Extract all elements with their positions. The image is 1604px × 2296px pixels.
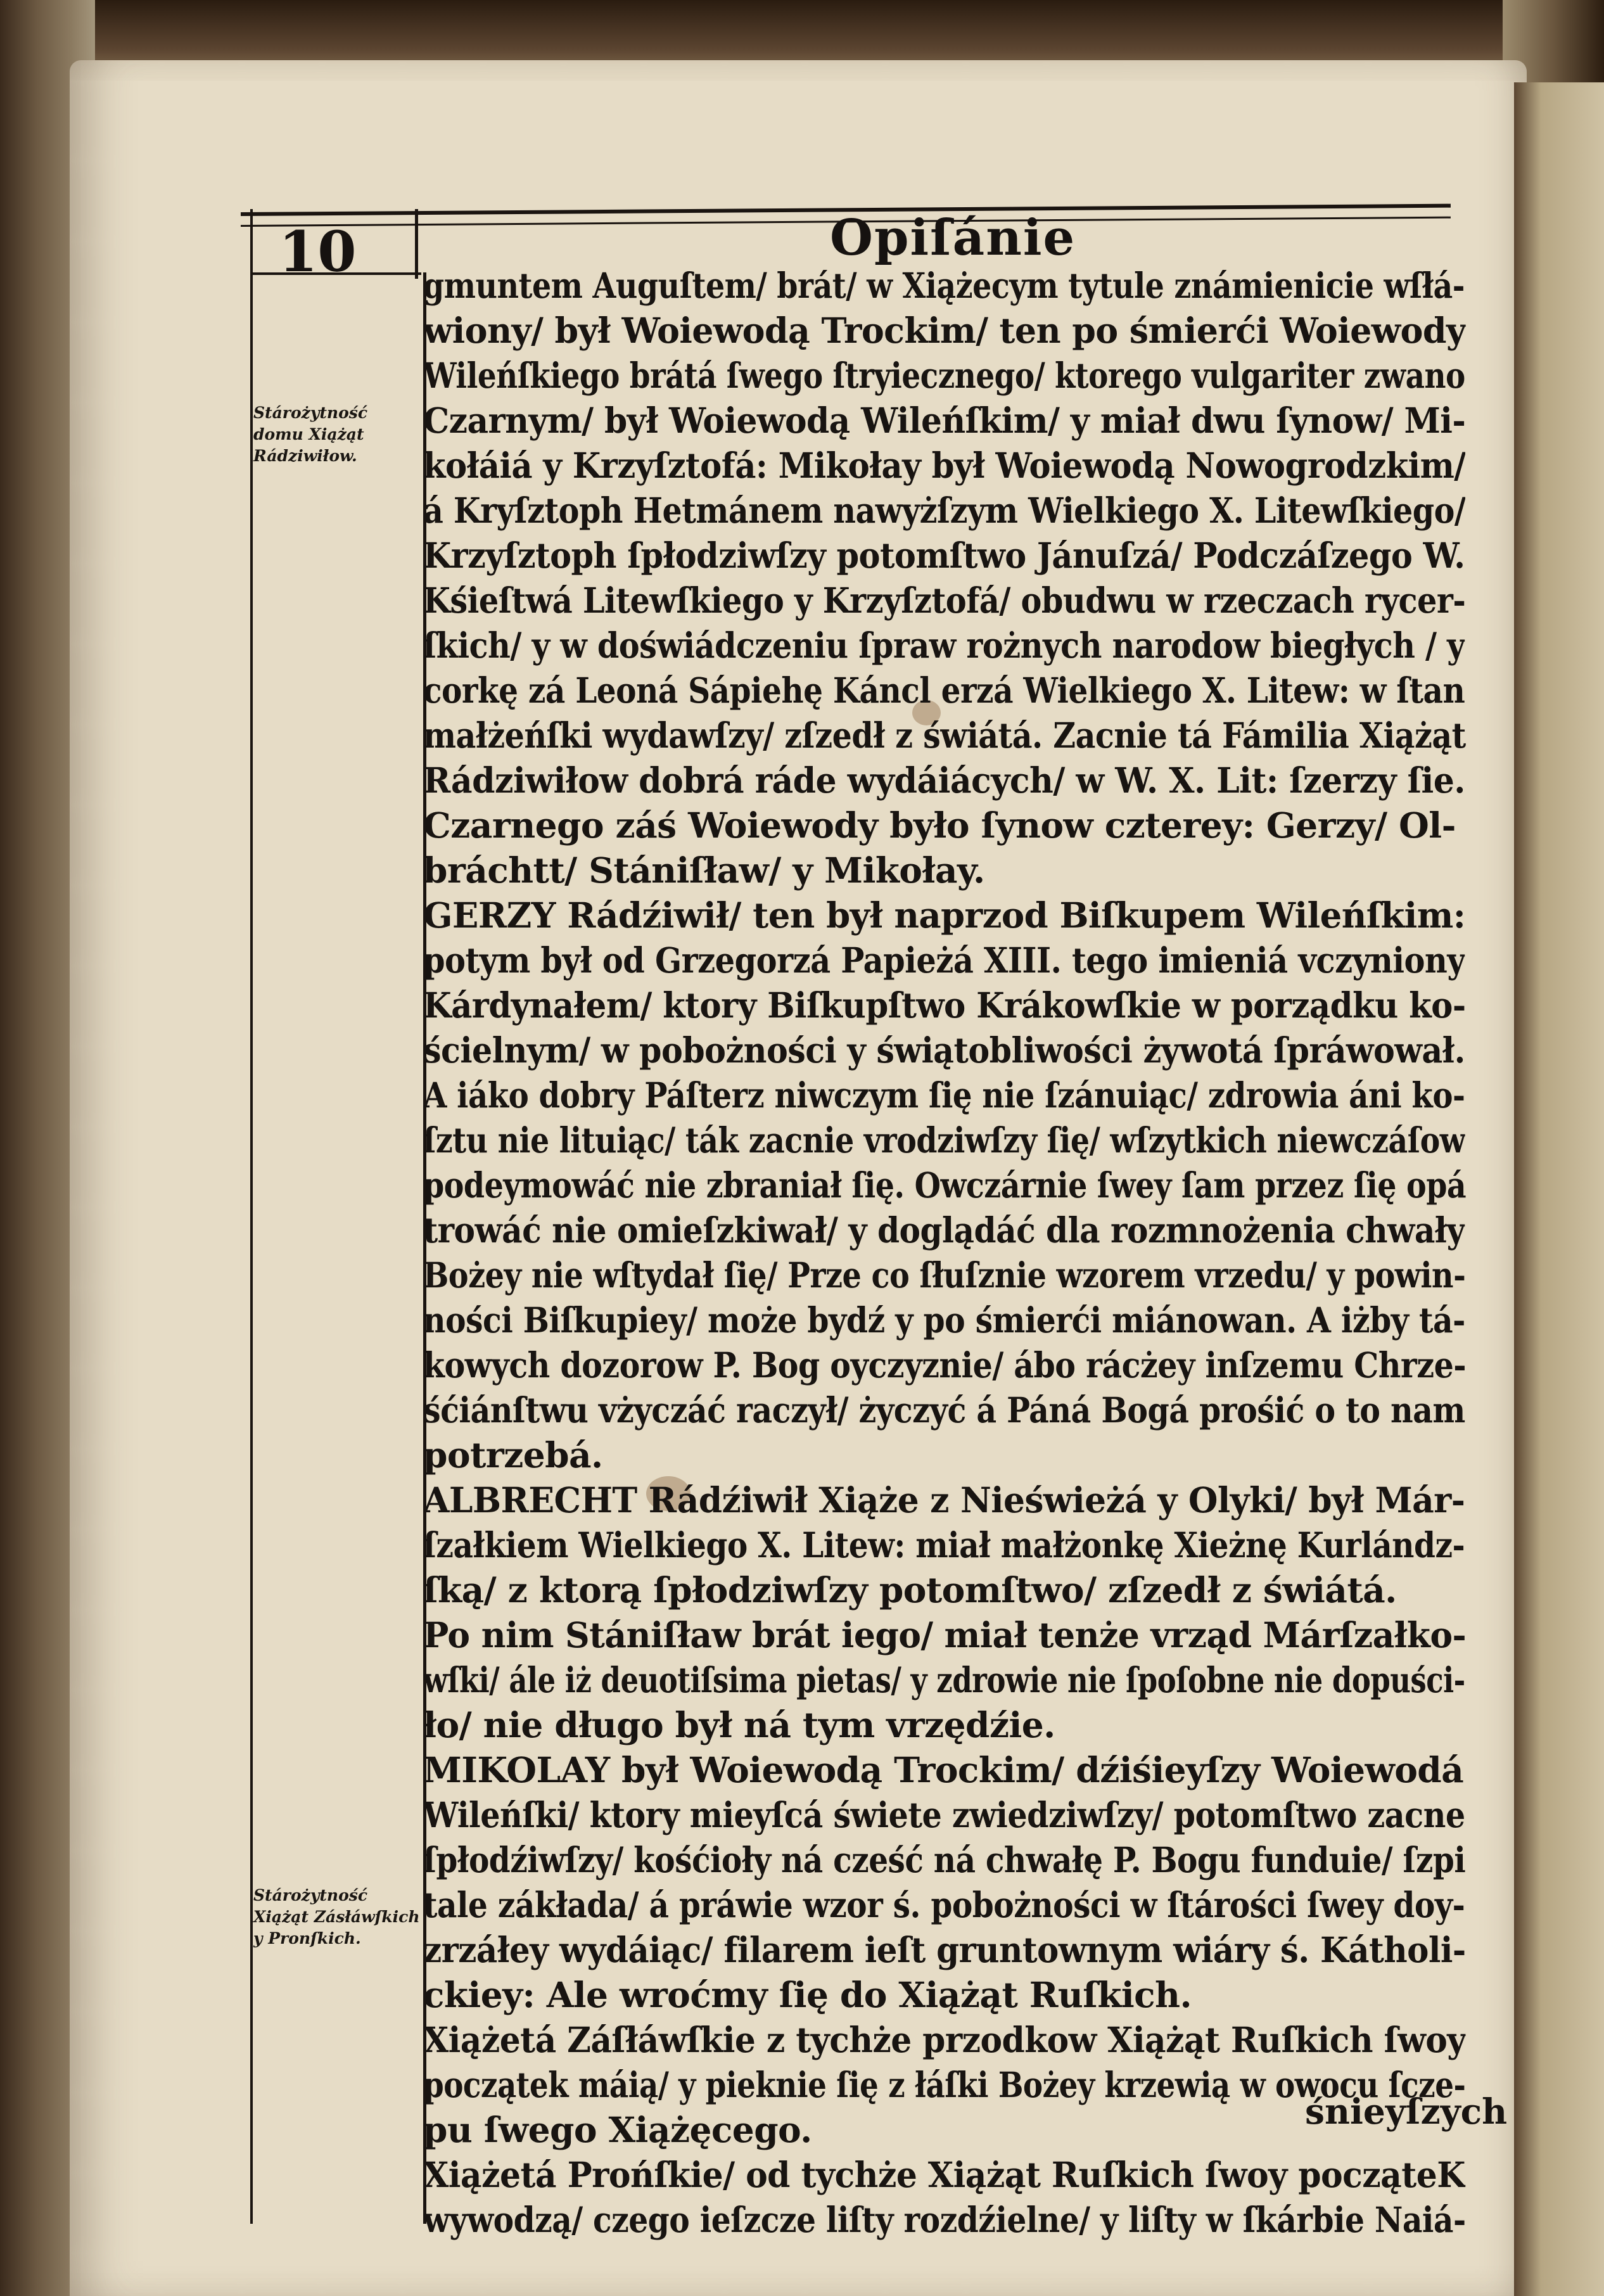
text-line: pu ſwego Xiążęcego. xyxy=(423,2109,812,2150)
running-head: Opiſánie xyxy=(830,209,1076,267)
text-line: Czarnego záś Woiewody było ſynow czterey: Gerzy/ Ol- xyxy=(423,805,1456,846)
text-line: ALBRECHT Rádźiwił Xiąże z Nieświeżá y Olyki/ był Már- xyxy=(423,1479,1465,1521)
text-line: kołáiá y Krzyſztofá: Mikołay był Woiewodą Nowogrodzkim/ xyxy=(423,445,1465,486)
text-line: ſką/ z ktorą ſpłodziwſzy potomſtwo/ zſzedł z świátá. xyxy=(423,1569,1397,1610)
text-line: potym był od Grzegorzá Papieżá XIII. tego imieniá vczyniony xyxy=(423,940,1465,981)
text-line: Czarnym/ był Woiewodą Wileńſkim/ y miał dwu ſynow/ Mi- xyxy=(423,400,1466,441)
text-line: Po nim Stániſław brát iego/ miał tenże vrząd Márſzałko- xyxy=(423,1614,1466,1655)
text-line: ſkich/ y w doświádczeniu ſpraw rożnych narodow biegłych / y xyxy=(423,625,1465,666)
text-line: GERZY Rádźiwił/ ten był naprzod Biſkupem Wileńſkim: xyxy=(423,895,1466,936)
text-line: ſpłodźiwſzy/ kośćioły ná cześć ná chwałę P. Bogu funduie/ ſzpi xyxy=(423,1839,1466,1880)
text-line: Xiążetá Záſłáwſkie z tychże przodkow Xiążąt Ruſkich ſwoy xyxy=(423,2019,1466,2060)
text-line: potrzebá. xyxy=(423,1434,603,1476)
text-line: podeymowáć nie zbraniał ſię. Owczárnie ſwey ſam przez ſię opá xyxy=(423,1164,1466,1206)
text-line: ścielnym/ w pobożności y świątobliwości żywotá ſpráwował. xyxy=(423,1030,1465,1071)
text-line: corkę zá Leoná Sápiehę Káncl erzá Wielkiego X. Litew: w ſtan xyxy=(423,670,1465,711)
text-line: ſztu nie lituiąc/ ták zacnie vrodziwſzy ſię/ wſzytkich niewczáſow xyxy=(423,1119,1465,1161)
text-line: wiony/ był Woiewodą Trockim/ ten po śmierći Woiewody xyxy=(423,310,1466,351)
text-line: Kśieſtwá Litewſkiego y Krzyſztofá/ obudwu w rzeczach rycer- xyxy=(423,580,1466,621)
text-line: A iáko dobry Páſterz niwczym ſię nie ſzánuiąc/ zdrowia áni ko- xyxy=(423,1075,1465,1116)
text-line: początek máią/ y pieknie ſię z łáſki Bożey krzewią w owocu ſcze- xyxy=(423,2064,1466,2105)
text-line: zrzáłey wydáiąc/ filarem ieſt gruntownym wiáry ś. Kátholi- xyxy=(423,1929,1466,1970)
marginal-note: Stárożytność domu Xiążąt Rádziwiłow. xyxy=(253,404,368,465)
text-line: Rádziwiłow dobrá ráde wydáiácych/ w W. X. Lit: ſzerzy ſie. xyxy=(423,760,1465,801)
text-line: wywodzą/ czego ieſzcze liſty rozdźielne/ y liſty w ſkárbie Naiá- xyxy=(423,2199,1466,2240)
text-line: bráchtt/ Stániſław/ y Mikołay. xyxy=(423,850,985,891)
text-line: á Kryſztoph Hetmánem nawyżſzym Wielkiego X. Litewſkiego/ xyxy=(423,490,1465,531)
text-line: ności Biſkupiey/ może bydź y po śmierći miánowan. A iżby tá- xyxy=(423,1299,1465,1341)
text-line: Wileńſkiego brátá ſwego ſtryiecznego/ ktorego vulgariter zwano xyxy=(423,355,1465,396)
text-line: ckiey: Ale wroćmy ſię do Xiążąt Ruſkich. xyxy=(423,1974,1192,2015)
text-line: Xiążetá Prońſkie/ od tychże Xiążąt Ruſkich ſwoy począteK xyxy=(423,2154,1465,2195)
text-line: Bożey nie wſtydał ſię/ Prze co ſłuſznie wzorem vrzedu/ y powin- xyxy=(423,1254,1466,1296)
text-line: ło/ nie długo był ná tym vrzędźie. xyxy=(423,1704,1055,1745)
marginal-note: Stárożytność Xiążąt Zásłáwſkich y Pronſkich. xyxy=(253,1886,420,1948)
page-number: 10 xyxy=(279,219,357,284)
text-line: gmuntem Auguſtem/ brát/ w Xiążecym tytule známienicie wſłá- xyxy=(423,265,1465,306)
catchword: śnieyſzych xyxy=(1305,2091,1508,2132)
text-line: MIKOLAY był Woiewodą Trockim/ dźiśieyſzy Woiewodá xyxy=(423,1749,1464,1790)
text-line: śćiánſtwu vżyczáć raczył/ życzyć á Páná Bogá prośić o to nam xyxy=(423,1389,1465,1431)
text-line: małżeńſki wydawſzy/ zſzedł z świátá. Zacnie tá Fámilia Xiążąt xyxy=(423,715,1466,756)
facing-page-edge xyxy=(1514,82,1604,2296)
text-line: Krzyſztoph ſpłodziwſzy potomſtwo Jánuſzá/ Podczáſzego W. xyxy=(423,535,1465,576)
text-line: Kárdynałem/ ktory Biſkupſtwo Krákowſkie w porządku ko- xyxy=(423,985,1466,1026)
text-line: kowych dozorow P. Bog oyczyznie/ ábo rácżey inſzemu Chrze- xyxy=(423,1344,1466,1386)
text-line: ſzałkiem Wielkiego X. Litew: miał małżonkę Xieżnę Kurlándz- xyxy=(423,1524,1465,1566)
text-line: trowáć nie omieſzkiwał/ y doglądáć dla rozmnożenia chwały xyxy=(423,1209,1465,1251)
folio-divider xyxy=(415,209,418,279)
outer-margin-rule xyxy=(250,209,253,2224)
text-line: tale zákłada/ á práwie wzor ś. pobożności w ſtárości ſwey doy- xyxy=(423,1884,1465,1925)
text-line: Wileńſki/ ktory mieyſcá świete zwiedziwſzy/ potomſtwo zacne xyxy=(423,1794,1465,1835)
text-line: wſki/ ále iż deuotiſsima pietas/ y zdrowie nie ſpoſobne nie dopuści- xyxy=(423,1659,1465,1700)
body-text xyxy=(423,263,1465,2242)
